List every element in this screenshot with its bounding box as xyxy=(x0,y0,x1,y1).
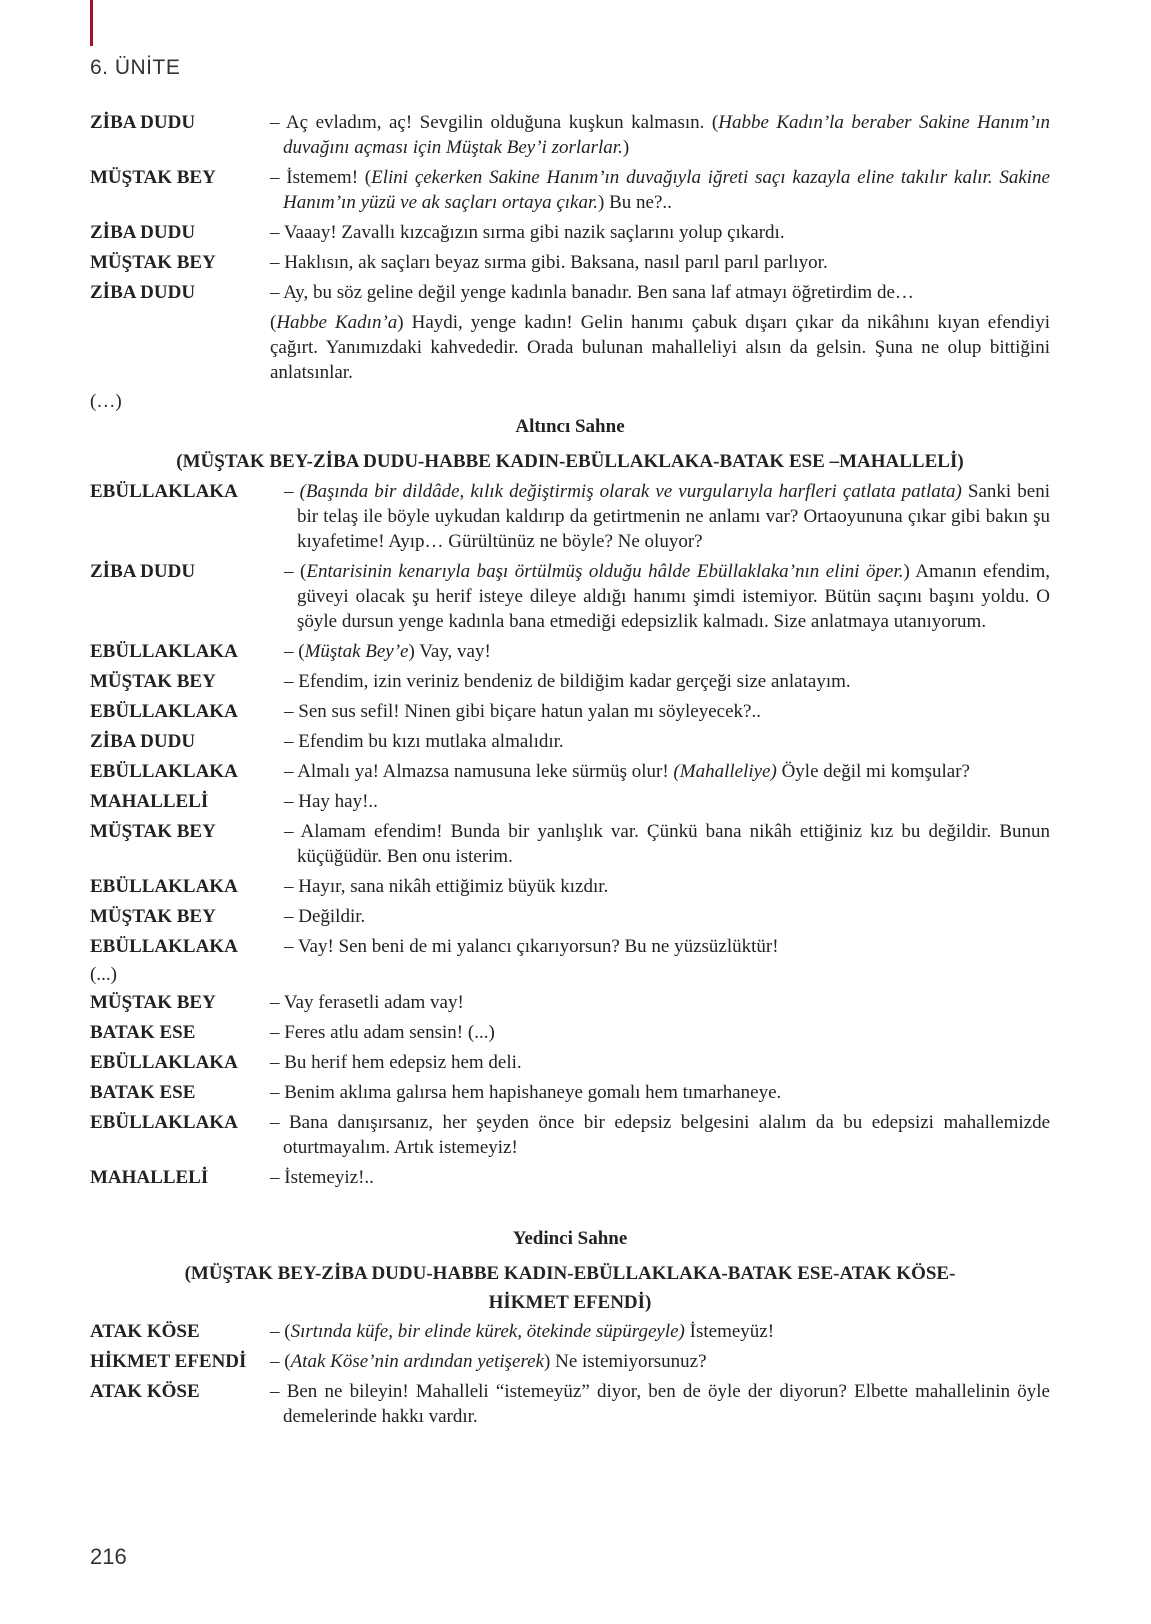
dialogue-content xyxy=(284,759,1050,784)
dialogue-content xyxy=(270,1080,1050,1105)
stage-direction: Müştak Bey’e xyxy=(304,641,409,662)
dialogue-text: ( xyxy=(270,312,277,333)
dialogue-text: – Ben ne bileyin! Mahalleli “istemeyüz” diyor, ben de öyle der diyorun? Elbette mahallelinin öyle demelerinde hakkı vardır. xyxy=(270,1381,1050,1427)
dialogue-line xyxy=(90,669,1050,694)
speaker-name: MÜŞTAK BEY xyxy=(90,906,216,927)
dialogue-content xyxy=(270,1050,1050,1075)
dialogue-text: ) Amanın efendim, güveyi olacak şu herif isteye dileye aldığı hanımı şimdi istemiyor. Bütün saçını başını yoldu. O şöyle dursun yenge kadınla bana etmediği edepsizlik kalmadı. Size anlatmaya utanıyorum. xyxy=(297,561,1051,632)
dialogue-content xyxy=(284,904,1050,929)
dialogue-text: – Hay hay!.. xyxy=(284,791,378,812)
dialogue-text: – Ay, bu söz geline değil yenge kadınla banadır. Ben sana laf atmayı öğretirdim de… xyxy=(270,282,914,303)
dialogue-content xyxy=(284,669,1050,694)
speaker-name: EBÜLLAKLAKA xyxy=(90,1052,238,1073)
speaker-name: EBÜLLAKLAKA xyxy=(90,641,238,662)
dialogue-text: – Alamam efendim! Bunda bir yanlışlık var. Çünkü bana nikâh ettiğiniz kız bu değildir. Bunun küçüğüdür. Ben onu isterim. xyxy=(284,821,1050,867)
dialogue-line xyxy=(90,1165,1050,1190)
dialogue-content xyxy=(270,250,1050,275)
dialogue-text: – Vaaay! Zavallı kızcağızın sırma gibi nazik saçlarını yolup çıkardı. xyxy=(270,222,785,243)
speaker-name: EBÜLLAKLAKA xyxy=(90,936,238,957)
dialogue-line xyxy=(90,1020,1050,1045)
dialogue-content xyxy=(270,220,1050,245)
dialogue-line xyxy=(90,559,1050,634)
speaker-name: MAHALLELİ xyxy=(90,791,209,812)
dialogue-line xyxy=(90,1379,1050,1429)
dialogue-line xyxy=(90,220,1050,245)
dialogue-text: – ( xyxy=(284,641,305,662)
stage-direction: Elini çekerken Sakine Hanım’ın duvağıyla iğreti saçı kazayla eline takılır kalır. Sakine Hanım’ın yüzü ve ak saçları ortaya çıkar. xyxy=(283,167,1050,213)
dialogue-content xyxy=(284,729,1050,754)
scene5-block xyxy=(90,110,1050,414)
dialogue-text: – xyxy=(284,481,300,502)
scene7-block xyxy=(90,1226,1050,1429)
dialogue-content xyxy=(270,280,1050,305)
unit-label: 6. ÜNİTE xyxy=(90,56,181,79)
speaker-name: MÜŞTAK BEY xyxy=(90,671,216,692)
dialogue-line xyxy=(90,1050,1050,1075)
dialogue-line xyxy=(90,729,1050,754)
speaker-name: BATAK ESE xyxy=(90,1082,196,1103)
speaker-name: BATAK ESE xyxy=(90,1022,196,1043)
dialogue-content xyxy=(284,639,1050,664)
scene-title: Yedinci Sahne xyxy=(512,1228,628,1249)
dialogue-text: İstemeyüz! xyxy=(684,1321,775,1342)
dialogue-line xyxy=(90,639,1050,664)
speaker-name: EBÜLLAKLAKA xyxy=(90,481,238,502)
speaker-name: ZİBA DUDU xyxy=(90,222,196,243)
dialogue-content xyxy=(284,789,1050,814)
dialogue-text: Sanki beni bir telaş ile böyle uykudan kaldırıp da getirtmenin ne anlamı var? Ortaoyununa çıkar gibi bakın şu kıyafetime! Ayıp… Gürültünüz ne böyle? Ne oluyor? xyxy=(297,481,1050,552)
dialogue-text: – Değildir. xyxy=(284,906,366,927)
dialogue-text: – Vay! Sen beni de mi yalancı çıkarıyorsun? Bu ne yüzsüzlüktür! xyxy=(284,936,779,957)
dialogue-content xyxy=(270,165,1050,215)
scene7-dialogue xyxy=(90,1319,1050,1429)
dialogue-text: Öyle değil mi komşular? xyxy=(776,761,970,782)
dialogue-line xyxy=(90,1319,1050,1344)
speaker-name: ZİBA DUDU xyxy=(90,112,196,133)
dialogue-text: – ( xyxy=(284,561,307,582)
dialogue-text: ) Vay, vay! xyxy=(408,641,491,662)
dialogue-content xyxy=(284,874,1050,899)
page-number: 216 xyxy=(90,1544,127,1569)
dialogue-content xyxy=(270,1319,1050,1344)
speaker-name: EBÜLLAKLAKA xyxy=(90,701,238,722)
dialogue-line xyxy=(90,1110,1050,1160)
speaker-name: MÜŞTAK BEY xyxy=(90,992,216,1013)
speaker-name: MAHALLELİ xyxy=(90,1167,209,1188)
dialogue-text: – Bu herif hem edepsiz hem deli. xyxy=(270,1052,522,1073)
speaker-name: HİKMET EFENDİ xyxy=(90,1351,247,1372)
scene6-block xyxy=(90,414,1050,1190)
dialogue-line xyxy=(90,819,1050,869)
dialogue-content xyxy=(284,479,1050,554)
dialogue-text: – Sen sus sefil! Ninen gibi biçare hatun yalan mı söyleyecek?.. xyxy=(284,701,761,722)
dialogue-line xyxy=(90,479,1050,554)
stage-direction: Habbe Kadın’la beraber Sakine Hanım’ın duvağını açması için Müştak Bey’i zorlarlar. xyxy=(283,112,1050,158)
dialogue-line xyxy=(90,759,1050,784)
stage-direction: (Mahalleliye) xyxy=(673,761,777,782)
dialogue-line xyxy=(90,280,1050,305)
dialogue-line xyxy=(90,250,1050,275)
stage-direction-paragraph xyxy=(270,310,1050,385)
scene5-dialogue xyxy=(90,110,1050,305)
ellipsis: (...) xyxy=(90,964,117,985)
dialogue-text: ) Haydi, yenge kadın! Gelin hanımı çabuk dışarı çıkar da nikâhını kıyan efendiyi çağırt. Yanımızdaki kahvededir. Orada bulunan mahalleliyi alsın da gelsin. Şuna ne olup bittiğini anlatsınlar. xyxy=(270,312,1050,383)
dialogue-text: – Efendim, izin veriniz bendeniz de bildiğim kadar gerçeği size anlatayım. xyxy=(284,671,851,692)
scene6-dialogue-b xyxy=(90,990,1050,1190)
dialogue-content xyxy=(270,1349,1050,1374)
dialogue-line xyxy=(90,990,1050,1015)
stage-direction: Atak Köse’nin ardından yetişerek xyxy=(290,1351,545,1372)
ellipsis: (…) xyxy=(90,391,122,412)
stage-direction: Habbe Kadın’a xyxy=(276,312,398,333)
speaker-name: MÜŞTAK BEY xyxy=(90,167,216,188)
dialogue-line xyxy=(90,699,1050,724)
dialogue-line xyxy=(90,789,1050,814)
speaker-name: ZİBA DUDU xyxy=(90,282,196,303)
speaker-name: ZİBA DUDU xyxy=(90,731,196,752)
dialogue-line xyxy=(90,1349,1050,1374)
dialogue-text: – ( xyxy=(270,1321,291,1342)
dialogue-text: – İstemeyiz!.. xyxy=(270,1167,374,1188)
speaker-name: MÜŞTAK BEY xyxy=(90,821,216,842)
scene-cast: (MÜŞTAK BEY-ZİBA DUDU-HABBE KADIN-EBÜLLAKLAKA-BATAK ESE –MAHALLELİ) xyxy=(176,451,964,472)
dialogue-line xyxy=(90,904,1050,929)
dialogue-text: – İstemem! ( xyxy=(270,167,372,188)
stage-direction: Entarisinin kenarıyla başı örtülmüş olduğu hâlde Ebüllaklaka’nın elini öper. xyxy=(306,561,904,582)
speaker-name: EBÜLLAKLAKA xyxy=(90,761,238,782)
dialogue-line xyxy=(90,165,1050,215)
scene6-dialogue-a xyxy=(90,479,1050,959)
page-accent-bar xyxy=(90,0,93,46)
dialogue-text: – ( xyxy=(270,1351,291,1372)
scene-title: Altıncı Sahne xyxy=(515,416,625,437)
scene-cast-line2: HİKMET EFENDİ) xyxy=(488,1292,652,1313)
dialogue-text: – Feres atlu adam sensin! (...) xyxy=(270,1022,495,1043)
scene-cast-line1: (MÜŞTAK BEY-ZİBA DUDU-HABBE KADIN-EBÜLLAKLAKA-BATAK ESE-ATAK KÖSE- xyxy=(184,1263,956,1284)
dialogue-line xyxy=(90,110,1050,160)
dialogue-text: – Efendim bu kızı mutlaka almalıdır. xyxy=(284,731,564,752)
speaker-name: ZİBA DUDU xyxy=(90,561,196,582)
dialogue-text: – Aç evladım, aç! Sevgilin olduğuna kuşkun kalmasın. ( xyxy=(270,112,719,133)
dialogue-content xyxy=(284,819,1050,869)
dialogue-text: ) xyxy=(622,137,630,158)
speaker-name: ATAK KÖSE xyxy=(90,1381,200,1402)
dialogue-line xyxy=(90,874,1050,899)
speaker-name: MÜŞTAK BEY xyxy=(90,252,216,273)
speaker-name: ATAK KÖSE xyxy=(90,1321,200,1342)
dialogue-text: – Benim aklıma galırsa hem hapishaneye gomalı hem tımarhaneye. xyxy=(270,1082,782,1103)
stage-direction: Sırtında küfe, bir elinde kürek, ötekinde süpürgeyle) xyxy=(290,1321,685,1342)
dialogue-text: – Almalı ya! Almazsa namusuna leke sürmüş olur! xyxy=(284,761,674,782)
dialogue-text: – Hayır, sana nikâh ettiğimiz büyük kızdır. xyxy=(284,876,609,897)
dialogue-line xyxy=(90,934,1050,959)
dialogue-content xyxy=(270,1110,1050,1160)
dialogue-text: – Vay ferasetli adam vay! xyxy=(270,992,464,1013)
dialogue-content xyxy=(270,110,1050,160)
dialogue-text: – Haklısın, ak saçları beyaz sırma gibi. Baksana, nasıl parıl parıl parlıyor. xyxy=(270,252,828,273)
dialogue-text: ) Ne istemiyorsunuz? xyxy=(544,1351,707,1372)
dialogue-content xyxy=(270,1020,1050,1045)
dialogue-line xyxy=(90,1080,1050,1105)
dialogue-content xyxy=(284,934,1050,959)
dialogue-content xyxy=(270,990,1050,1015)
stage-direction: (Başında bir dildâde, kılık değiştirmiş olarak ve vurgularıyla harfleri çatlata patlata) xyxy=(299,481,962,502)
dialogue-content xyxy=(270,1379,1050,1429)
dialogue-content xyxy=(284,699,1050,724)
dialogue-text: – Bana danışırsanız, her şeyden önce bir edepsiz belgesini alalım da bu edepsizi mahallemizde oturtmayalım. Artık istemeyiz! xyxy=(270,1112,1050,1158)
speaker-name: EBÜLLAKLAKA xyxy=(90,876,238,897)
dialogue-content xyxy=(270,1165,1050,1190)
speaker-name: EBÜLLAKLAKA xyxy=(90,1112,238,1133)
dialogue-text: ) Bu ne?.. xyxy=(598,192,672,213)
dialogue-content xyxy=(284,559,1050,634)
